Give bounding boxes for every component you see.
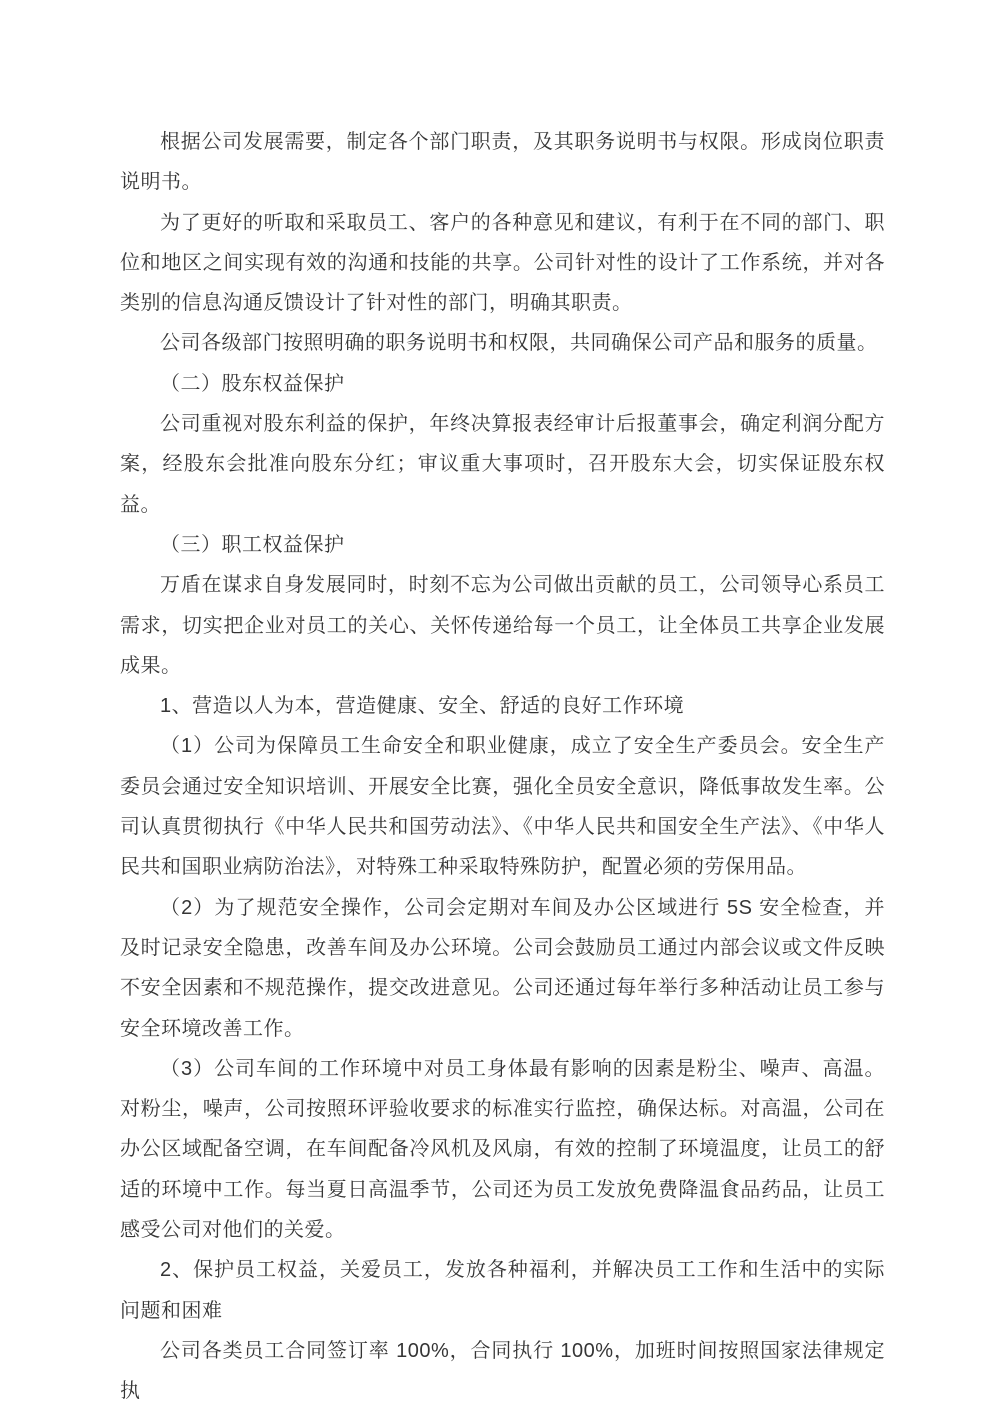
paragraph: 根据公司发展需要，制定各个部门职责，及其职务说明书与权限。形成岗位职责说明书。 (120, 131, 885, 194)
paragraph: （三）职工权益保护 (160, 533, 345, 556)
paragraph: 1、营造以人为本，营造健康、安全、舒适的良好工作环境 (160, 695, 685, 718)
paragraph: （3）公司车间的工作环境中对员工身体最有影响的因素是粉尘、噪声、高温。对粉尘，噪声，公司按照环评验收要求的标准实行监控，确保达标。对高温，公司在办公区域配备空调，在车间配备冷风机及风扇，有效的控制了环境温度，让员工的舒适的环境中工作。每当夏日高温季节，公司还为员工发放免费降温食品药品，让员工感受公司对他们的关爱。 (120, 1057, 885, 1242)
paragraph: 公司重视对股东利益的保护，年终决算报表经审计后报董事会，确定利润分配方案，经股东会批准向股东分红；审议重大事项时，召开股东大会，切实保证股东权益。 (120, 413, 885, 516)
paragraph: 为了更好的听取和采取员工、客户的各种意见和建议，有利于在不同的部门、职位和地区之间实现有效的沟通和技能的共享。公司针对性的设计了工作系统，并对各类别的信息沟通反馈设计了针对性的部门，明确其职责。 (120, 211, 885, 315)
paragraph: （2）为了规范安全操作，公司会定期对车间及办公区域进行 5S 安全检查，并及时记录安全隐患，改善车间及办公环境。公司会鼓励员工通过内部会议或文件反映不安全因素和不规范操作，提交改进意见。公司还通过每年举行多种活动让员工参与安全环境改善工作。 (120, 896, 885, 1040)
paragraph: 2、保护员工权益，关爱员工，发放各种福利，并解决员工工作和生活中的实际问题和困难 (120, 1259, 885, 1322)
paragraph: （二）股东权益保护 (160, 372, 345, 395)
paragraph: 公司各级部门按照明确的职务说明书和权限，共同确保公司产品和服务的质量。 (160, 332, 878, 355)
paragraph: 公司各类员工合同签订率 100%，合同执行 100%，加班时间按照国家法律规定执 (120, 1339, 885, 1403)
paragraph: （1）公司为保障员工生命安全和职业健康，成立了安全生产委员会。安全生产委员会通过安全知识培训、开展安全比赛，强化全员安全意识，降低事故发生率。公司认真贯彻执行《中华人民共和国劳动法》、《中华人民共和国安全生产法》、《中华人民共和国职业病防治法》，对特殊工种采取特殊防护，配置必须的劳保用品。 (120, 735, 885, 879)
paragraph: 万盾在谋求自身发展同时，时刻不忘为公司做出贡献的员工，公司领导心系员工需求，切实把企业对员工的关心、关怀传递给每一个员工，让全体员工共享企业发展成果。 (120, 574, 885, 677)
document-body (120, 122, 885, 1412)
